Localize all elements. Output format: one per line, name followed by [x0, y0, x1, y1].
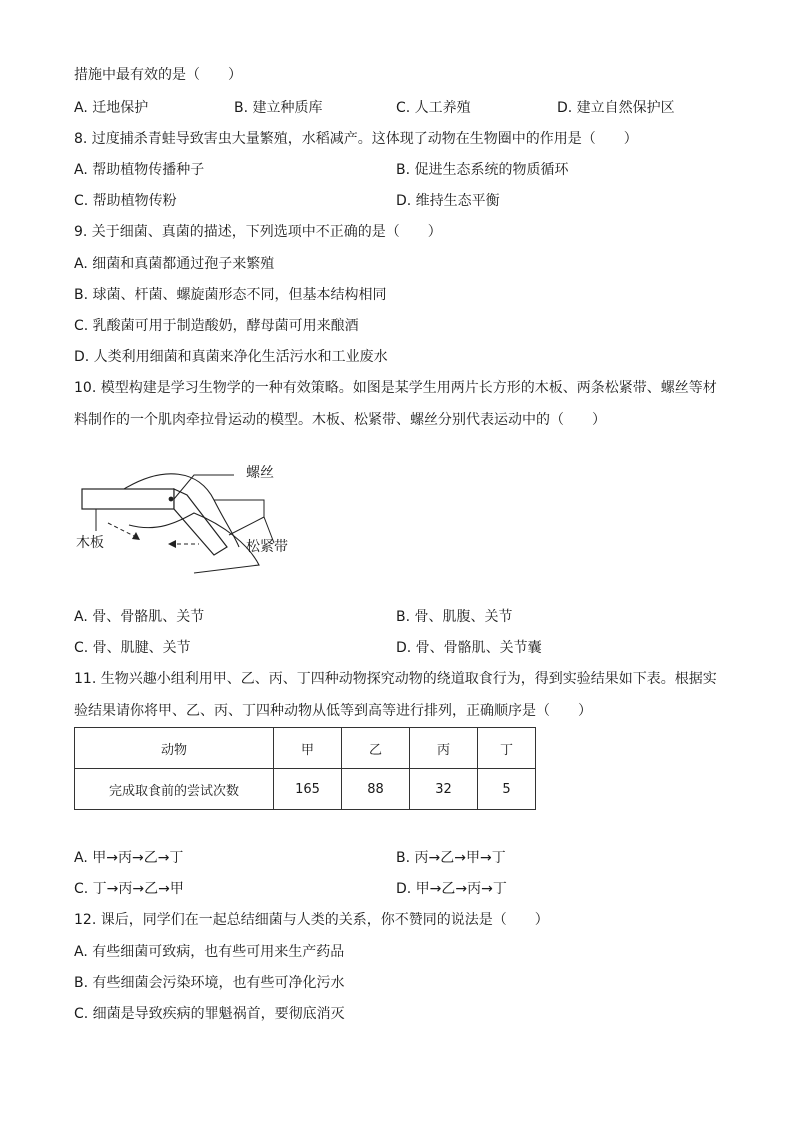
q10-stem-line1: 10. 模型构建是学习生物学的一种有效策略。如图是某学生用两片长方形的木板、两条松紧带、螺丝等材	[74, 380, 717, 396]
q11-option-c: C. 丁→丙→乙→甲	[74, 881, 184, 897]
q10-option-c: C. 骨、肌腱、关节	[74, 640, 191, 656]
table-header-row	[75, 728, 536, 769]
q7-option-c: C. 人工养殖	[396, 100, 471, 116]
table-header-cell: 丁	[478, 728, 536, 769]
q10-option-d: D. 骨、骨骼肌、关节囊	[396, 640, 542, 656]
q9-stem: 9. 关于细菌、真菌的描述，下列选项中不正确的是（ ）	[74, 224, 442, 240]
table-row	[75, 769, 536, 810]
q11-option-d: D. 甲→乙→丙→丁	[396, 881, 507, 897]
q10-stem-line2: 料制作的一个肌肉牵拉骨运动的模型。木板、松紧带、螺丝分别代表运动中的（ ）	[74, 412, 606, 428]
q9-option-b: B. 球菌、杆菌、螺旋菌形态不同，但基本结构相同	[74, 287, 387, 303]
q11-option-a: A. 甲→丙→乙→丁	[74, 850, 184, 866]
lower-board	[174, 489, 227, 555]
upper-board	[82, 489, 174, 509]
q7-option-b: B. 建立种质库	[234, 100, 323, 116]
label-band: 松紧带	[246, 539, 288, 555]
q8-stem: 8. 过度捕杀青蛙导致害虫大量繁殖，水稻减产。这体现了动物在生物圈中的作用是（ ）	[74, 131, 638, 147]
table-header-cell: 甲	[274, 728, 342, 769]
q12-option-a: A. 有些细菌可致病，也有些可用来生产药品	[74, 944, 345, 960]
muscle-model-figure	[74, 455, 314, 580]
q7-option-d: D. 建立自然保护区	[557, 100, 675, 116]
q12-stem: 12. 课后，同学们在一起总结细菌与人类的关系，你不赞同的说法是（ ）	[74, 912, 549, 928]
q11-stem-line2: 验结果请你将甲、乙、丙、丁四种动物从低等到高等进行排列，正确顺序是（ ）	[74, 703, 592, 719]
table-cell: 32	[410, 769, 478, 810]
screw-dot	[169, 497, 174, 502]
table-header-cell: 动物	[75, 728, 274, 769]
table-cell: 165	[274, 769, 342, 810]
table-cell: 完成取食前的尝试次数	[75, 769, 274, 810]
q10-option-a: A. 骨、骨骼肌、关节	[74, 609, 205, 625]
table-header-cell: 丙	[410, 728, 478, 769]
table-cell: 88	[342, 769, 410, 810]
q9-option-c: C. 乳酸菌可用于制造酸奶，酵母菌可用来酿酒	[74, 318, 359, 334]
q9-option-a: A. 细菌和真菌都通过孢子来繁殖	[74, 256, 275, 272]
q11-stem-line1: 11. 生物兴趣小组利用甲、乙、丙、丁四种动物探究动物的绕道取食行为，得到实验结果如下表。根据实	[74, 671, 717, 687]
table-header-cell: 乙	[342, 728, 410, 769]
behavior-data-table	[74, 727, 536, 810]
q7-option-a: A. 迁地保护	[74, 100, 149, 116]
q9-option-d: D. 人类利用细菌和真菌来净化生活污水和工业废水	[74, 349, 388, 365]
q10-option-b: B. 骨、肌腹、关节	[396, 609, 513, 625]
q12-option-c: C. 细菌是导致疾病的罪魁祸首，要彻底消灭	[74, 1006, 345, 1022]
q8-option-a: A. 帮助植物传播种子	[74, 162, 205, 178]
q8-option-b: B. 促进生态系统的物质循环	[396, 162, 569, 178]
pull-arrowhead	[168, 540, 176, 548]
q8-option-c: C. 帮助植物传粉	[74, 193, 177, 209]
q12-option-b: B. 有些细菌会污染环境，也有些可净化污水	[74, 975, 345, 991]
q11-option-b: B. 丙→乙→甲→丁	[396, 850, 506, 866]
q7-stem: 措施中最有效的是（ ）	[74, 67, 242, 83]
q8-option-d: D. 维持生态平衡	[396, 193, 500, 209]
label-board: 木板	[76, 535, 104, 551]
motion-arrow-dashed	[108, 523, 136, 537]
label-screw: 螺丝	[246, 465, 274, 481]
table-cell: 5	[478, 769, 536, 810]
